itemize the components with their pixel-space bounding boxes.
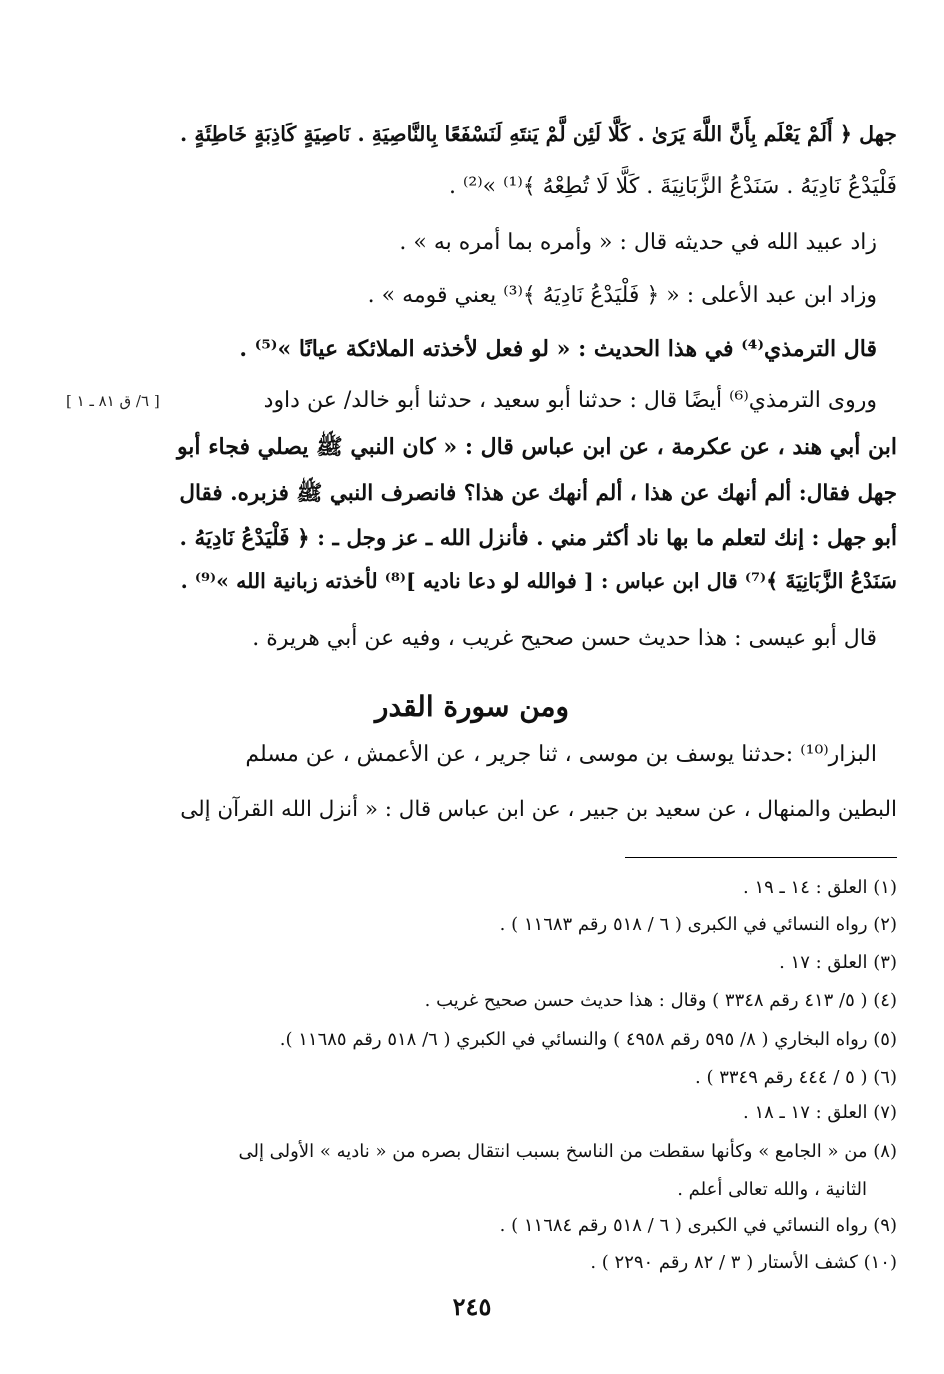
text-line-12: البزار⁽¹⁰⁾ :حدثنا يوسف بن موسى ، ثنا جرير ، عن الأعمش ، عن مسلم: [245, 742, 877, 767]
text-line-2: فَلْيَدْعُ نَادِيَهُ . سَنَدْعُ الزَّبَانِيَةَ . كَلَّا لَا تُطِعْهُ ﴾⁽¹⁾ »⁽²⁾ .: [449, 174, 897, 199]
footnote-6: (٦) ( ٥ / ٤٤٤ رقم ٣٣٤٩ ) .: [695, 1067, 897, 1088]
text-line-4: وزاد ابن عبد الأعلى : « ﴿ فَلْيَدْعُ نَادِيَهُ ﴾⁽³⁾ يعني قومه » .: [367, 283, 877, 308]
footnote-8-continued: الثانية ، والله تعالى أعلم .: [677, 1179, 867, 1200]
footnote-2: (٢) رواه النسائي في الكبرى ( ٦ / ٥١٨ رقم ١١٦٨٣ ) .: [499, 914, 897, 935]
section-heading: ومن سورة القدر: [374, 690, 570, 723]
text-line-13: البطين والمنهال ، عن سعيد بن جبير ، عن ابن عباس قال : « أنزل الله القرآن إلى: [180, 797, 897, 822]
footnote-10: (١٠) كشف الأستار ( ٣ / ٨٢ رقم ٢٢٩٠ ) .: [590, 1252, 897, 1273]
text-line-10: سَنَدْعُ الزَّبَانِيَةَ ﴾⁽⁷⁾ قال ابن عباس : [ فوالله لو دعا ناديه ]⁽⁸⁾ لأخذته زبانية الله »⁽⁹⁾ .: [180, 569, 897, 593]
footnote-4: (٤) ( ٥/ ٤١٣ رقم ٣٣٤٨ ) وقال : هذا حديث حسن صحيح غريب .: [424, 990, 897, 1011]
footnote-1: (١) العلق : ١٤ ـ ١٩ .: [743, 877, 897, 898]
text-line-5: قال الترمذي⁽⁴⁾ في هذا الحديث : « لو فعل لأخذته الملائكة عيانًا »⁽⁵⁾ .: [239, 336, 877, 362]
footnote-7: (٧) العلق : ١٧ ـ ١٨ .: [743, 1102, 897, 1123]
text-line-8: جهل فقال: ألم أنهك عن هذا ، ألم أنهك عن هذا؟ فانصرف النبي ﷺ فزبره. فقال: [179, 481, 897, 506]
page-number: ٢٤٥: [452, 1292, 492, 1321]
footnote-3: (٣) العلق : ١٧ .: [779, 952, 897, 973]
text-line-9: أبو جهل : إنك لتعلم ما بها ناد أكثر مني . فأنزل الله ـ عز وجل ـ : ﴿ فَلْيَدْعُ نَادِيَهُ .: [179, 526, 897, 551]
text-line-3: زاد عبيد الله في حديثه قال : « وأمره بما أمره به » .: [399, 230, 877, 255]
text-line-6: وروى الترمذي⁽⁶⁾ أيضًا قال : حدثنا أبو سعيد ، حدثنا أبو خالد/ عن داود: [263, 388, 877, 413]
text-line-11: قال أبو عيسى : هذا حديث حسن صحيح غريب ، وفيه عن أبي هريرة .: [252, 626, 877, 651]
margin-reference: [ ٦/ ق ٨١ ـ ١ ]: [66, 392, 160, 410]
footnote-8: (٨) من « الجامع » وكأنها سقطت من الناسخ بسبب انتقال بصره من « ناديه » الأولى إلى: [238, 1141, 897, 1162]
text-line-7: ابن أبي هند ، عن عكرمة ، عن ابن عباس قال : « كان النبي ﷺ يصلي فجاء أبو: [176, 434, 897, 460]
footnote-separator: [625, 857, 897, 858]
footnote-5: (٥) رواه البخاري ( ٨/ ٥٩٥ رقم ٤٩٥٨ ) والنسائي في الكبري ( ٦/ ٥١٨ رقم ١١٦٨٥ ).: [279, 1029, 897, 1050]
footnote-9: (٩) رواه النسائي في الكبرى ( ٦ / ٥١٨ رقم ١١٦٨٤ ) .: [499, 1215, 897, 1236]
text-line-1: جهل ﴿ أَلَمْ يَعْلَم بِأَنَّ اللَّهَ يَرَىٰ . كَلَّا لَئِن لَّمْ يَنتَهِ لَنَسْفَعًا بِالنَّاصِيَةِ . نَاصِيَةٍ كَاذِبَةٍ خَاطِئَةٍ .: [180, 122, 897, 146]
